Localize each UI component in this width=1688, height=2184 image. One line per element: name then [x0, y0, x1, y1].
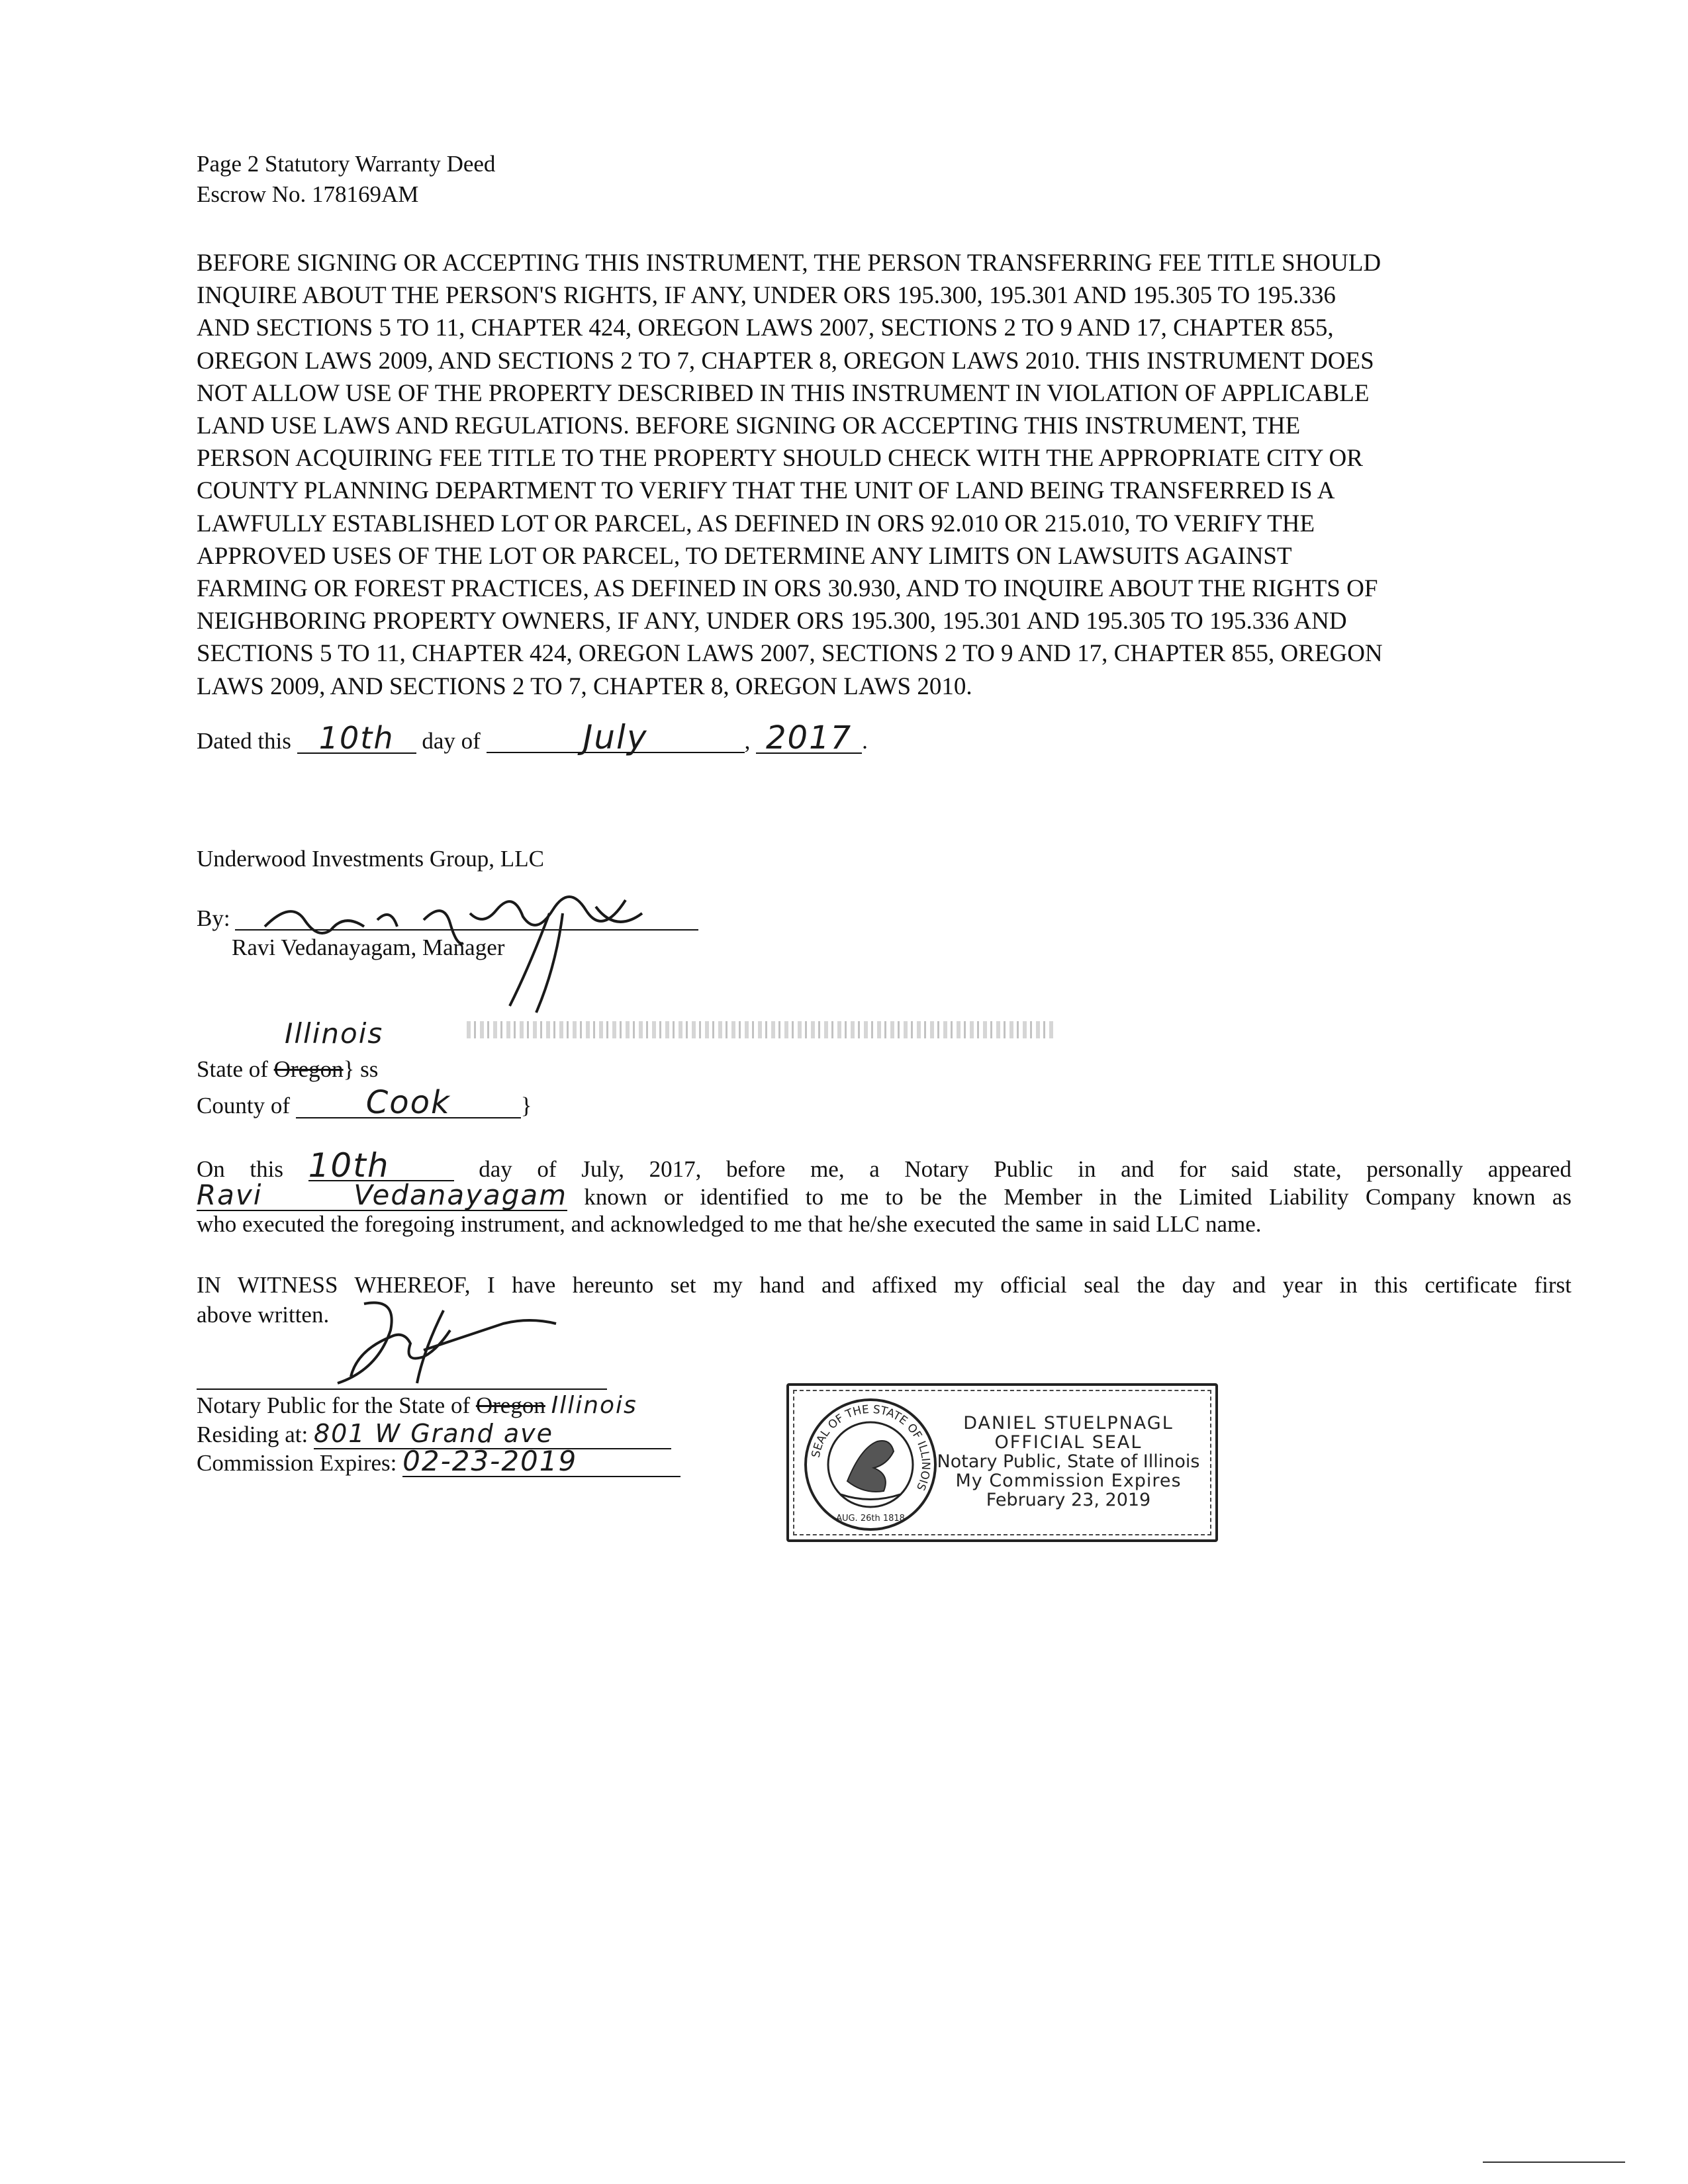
ack-line-2	[197, 1181, 1571, 1212]
grantor-company: Underwood Investments Group, LLC	[197, 846, 544, 872]
venue-ss: } ss	[343, 1056, 379, 1082]
notary-residing-label: Residing at:	[197, 1422, 308, 1447]
dated-line: Dated this 10th day of July , 2017 .	[197, 718, 868, 756]
witness-line-1: IN WITNESS WHEREOF, I have hereunto set my hand and affixed my official seal the day and year in this certificate first	[197, 1272, 1571, 1298]
legal-disclaimer: BEFORE SIGNING OR ACCEPTING THIS INSTRUMENT, THE PERSON TRANSFERRING FEE TITLE SHOULD INQUIRE ABOUT THE PERSON'S RIGHTS, IF ANY, UNDER ORS 195.300, 195.301 AND 195.305 TO 195.336 AND SECTIONS 5 TO 11, CHAPTER 424, OREGON LAWS 2007, SECTIONS 2 TO 9 AND 17, CHAPTER 855, OREGON LAWS 2009, AND SECTIONS 2 TO 7, CHAPTER 8, OREGON LAWS 2010. THIS INSTRUMENT DOES NOT ALLOW USE OF THE PROPERTY DESCRIBED IN THIS INSTRUMENT IN VIOLATION OF APPLICABLE LAND USE LAWS AND REGULATIONS. BEFORE SIGNING OR ACCEPTING THIS INSTRUMENT, THE PERSON ACQUIRING FEE TITLE TO THE PROPERTY SHOULD CHECK WITH THE APPROPRIATE CITY OR COUNTY PLANNING DEPARTMENT TO VERIFY THAT THE UNIT OF LAND BEING TRANSFERRED IS A LAWFULLY ESTABLISHED LOT OR PARCEL, AS DEFINED IN ORS 92.010 OR 215.010, TO VERIFY THE APPROVED USES OF THE LOT OR PARCEL, TO DETERMINE ANY LIMITS ON LAWSUITS AGAINST FARMING OR FOREST PRACTICES, AS DEFINED IN ORS 30.930, AND TO INQUIRE ABOUT THE RIGHTS OF NEIGHBORING PROPERTY OWNERS, IF ANY, UNDER ORS 195.300, 195.301 AND 195.305 TO 195.336 AND SECTIONS 5 TO 11, CHAPTER 424, OREGON LAWS 2007, SECTIONS 2 TO 9 AND 17, CHAPTER 855, OREGON LAWS 2009, AND SECTIONS 2 TO 7, CHAPTER 8, OREGON LAWS 2010.	[197, 250, 1383, 700]
state-seal-ring-text: SEAL OF THE STATE OF ILLINOIS	[809, 1402, 933, 1493]
notary-state-struck: Oregon	[475, 1392, 545, 1418]
doc-header-title: Page 2 Statutory Warranty Deed	[197, 151, 496, 177]
ack-on-this: On this	[197, 1156, 283, 1182]
seal-line-4: My Commission Expires	[955, 1471, 1182, 1491]
escrow-number: Escrow No. 178169AM	[197, 181, 419, 207]
venue-state-label: State of	[197, 1056, 268, 1082]
ack-name-field[interactable]: Ravi Vedanayagam	[197, 1179, 567, 1211]
venue-state-line	[197, 1055, 378, 1084]
notary-state-handwritten: Illinois	[551, 1392, 637, 1419]
dated-year-field[interactable]: 2017	[756, 723, 862, 754]
dated-day-field[interactable]: 10th	[297, 723, 416, 754]
redacted-area	[467, 1021, 1056, 1038]
seal-line-3: Notary Public, State of Illinois	[937, 1451, 1200, 1472]
venue-county-field[interactable]: Cook	[296, 1088, 521, 1118]
seal-line-5: February 23, 2019	[986, 1490, 1151, 1510]
seal-title: OFFICIAL SEAL	[994, 1432, 1143, 1453]
venue-county-line	[197, 1084, 532, 1121]
notary-signature-image	[311, 1291, 589, 1390]
notary-public-line	[197, 1391, 637, 1420]
ack-line2-rest: known or identified to me to be the Member in the Limited Liability Company known as	[584, 1184, 1571, 1210]
venue-county-label: County of	[197, 1093, 290, 1118]
venue-county-brace: }	[520, 1093, 532, 1118]
dated-suffix: .	[862, 728, 868, 754]
scan-line-bottom	[1483, 2161, 1625, 2163]
dated-day-of: day of	[422, 728, 481, 754]
grantor-by-label: By:	[197, 905, 230, 931]
notary-official-seal	[786, 1383, 1218, 1542]
state-seal-date: AUG. 26th 1818	[836, 1514, 905, 1524]
notary-public-label: Notary Public for the State of	[197, 1392, 471, 1418]
notary-expires-label: Commission Expires:	[197, 1450, 397, 1476]
witness-line-2: above written.	[197, 1302, 330, 1328]
notary-signature-line[interactable]	[197, 1388, 607, 1390]
venue-state-struck: Oregon	[273, 1056, 344, 1082]
ack-line1-rest: day of July, 2017, before me, a Notary Public in and for said state, personally appeared	[479, 1156, 1572, 1182]
ack-line-3: who executed the foregoing instrument, and acknowledged to me that he/she executed the same in said LLC name.	[197, 1211, 1262, 1237]
notary-residing-field[interactable]: 801 W Grand ave	[314, 1419, 671, 1449]
seal-text-block	[936, 1414, 1201, 1510]
venue-state-handwritten: Illinois	[285, 1017, 384, 1050]
notary-expires-line	[197, 1447, 680, 1478]
grantor-signer-name: Ravi Vedanayagam, Manager	[232, 934, 505, 960]
dated-prefix: Dated this	[197, 728, 291, 754]
state-seal-icon	[801, 1395, 940, 1534]
dated-month-field[interactable]: July	[487, 723, 745, 753]
seal-notary-name: DANIEL STUELPNAGL	[963, 1413, 1174, 1433]
ack-day-field[interactable]: 10th	[308, 1151, 454, 1181]
notary-expires-field[interactable]: 02-23-2019	[402, 1447, 680, 1477]
